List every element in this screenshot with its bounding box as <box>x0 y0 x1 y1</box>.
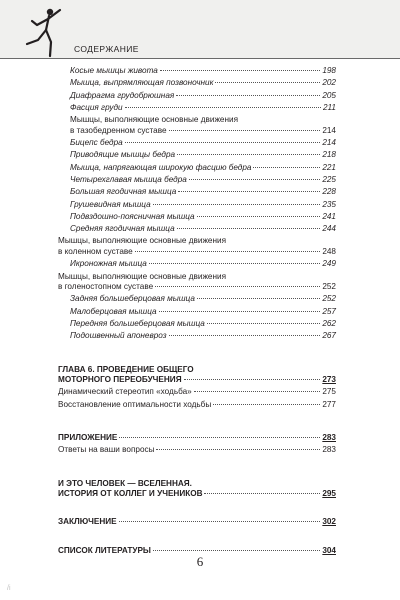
toc-entry[interactable] <box>58 66 336 77</box>
toc-page-number: 228 <box>322 187 336 197</box>
dot-leader <box>169 335 321 336</box>
dot-leader <box>207 323 321 324</box>
toc-page-number: 225 <box>322 174 336 184</box>
toc-entry-title: МОТОРНОГО ПЕРЕОБУЧЕНИЯ <box>58 375 182 384</box>
toc-page-number: 252 <box>322 282 336 291</box>
toc-entry[interactable] <box>58 175 336 186</box>
dot-leader <box>215 82 320 83</box>
toc-entry-title: Четырехглавая мышца бедра <box>70 174 187 184</box>
toc-page-number: 214 <box>322 125 336 135</box>
toc-page-number: 252 <box>322 294 336 304</box>
toc-page-number: 198 <box>322 66 336 75</box>
toc-entry[interactable] <box>58 387 336 398</box>
dot-leader <box>184 379 321 380</box>
toc-entry-title: ПРИЛОЖЕНИЕ <box>58 432 118 442</box>
dot-leader <box>119 437 320 438</box>
toc-entry-title: Приводящие мышцы бедра <box>70 150 176 160</box>
toc-entry[interactable] <box>58 445 336 456</box>
toc-entry-title: Ответы на ваши вопросы <box>58 445 155 455</box>
dot-leader <box>177 228 321 229</box>
toc-page-number: 202 <box>322 78 336 88</box>
toc-entry-title: Задняя большеберцовая мышца <box>70 294 195 304</box>
dot-leader <box>125 107 321 108</box>
toc-entry[interactable] <box>58 400 336 411</box>
dot-leader <box>178 191 320 192</box>
toc-entry[interactable] <box>58 103 336 114</box>
toc-entry-title: Большая ягодичная мышца <box>70 187 177 197</box>
dot-leader <box>159 311 321 312</box>
section-title: СОДЕРЖАНИЕ <box>74 44 139 54</box>
toc-page-number: 218 <box>322 150 336 160</box>
toc-entry-title: в голеностопном суставе <box>58 282 154 291</box>
toc-entry[interactable] <box>58 365 336 386</box>
dot-leader <box>149 263 321 264</box>
page-number: 6 <box>196 554 204 569</box>
toc-entry-title: Малоберцовая мышца <box>70 306 157 316</box>
toc-entry-title: Мышцы, выполняющие основные движения <box>70 115 239 125</box>
dot-leader <box>153 204 321 205</box>
toc-page-number: 235 <box>322 199 336 209</box>
toc-entry[interactable] <box>58 187 336 198</box>
dot-leader <box>213 404 320 405</box>
dot-leader <box>155 286 320 287</box>
toc-page-number: 283 <box>322 445 336 455</box>
toc-page-number: 241 <box>322 211 336 221</box>
toc-page-number: 244 <box>322 224 336 234</box>
dot-leader <box>253 167 320 168</box>
dot-leader <box>119 521 321 522</box>
header-divider <box>0 58 400 59</box>
toc-entry[interactable] <box>58 236 336 257</box>
toc-page-number: 249 <box>322 259 336 269</box>
toc-page-number: 262 <box>322 318 336 328</box>
dot-leader <box>135 251 321 252</box>
toc-entry-title: ЗАКЛЮЧЕНИЕ <box>58 517 117 527</box>
toc-entry-title: в тазобедренном суставе <box>70 125 167 135</box>
toc-entry[interactable] <box>58 479 336 500</box>
toc-entry[interactable] <box>58 319 336 330</box>
toc-page-number: 275 <box>322 387 336 397</box>
toc-entry-title: Средняя ягодичная мышца <box>70 224 175 234</box>
toc-entry-title: СПИСОК ЛИТЕРАТУРЫ <box>58 545 151 555</box>
toc-page-number: 283 <box>322 432 336 442</box>
dot-leader <box>204 493 320 494</box>
toc-entry-title: Икроножная мышца <box>70 259 147 269</box>
page-header <box>0 0 400 66</box>
toc-entry[interactable] <box>58 224 336 235</box>
toc-entry[interactable] <box>58 294 336 305</box>
toc-page-number: 304 <box>322 545 336 555</box>
toc-page-number: 277 <box>322 399 336 409</box>
toc-entry-title: Косые мышцы живота <box>70 66 158 75</box>
toc-page-number: 221 <box>322 162 336 172</box>
dot-leader <box>177 154 320 155</box>
toc-page-number: 214 <box>322 138 336 147</box>
dot-leader <box>197 216 321 217</box>
toc-entry[interactable] <box>58 115 336 136</box>
toc-entry-title: в коленном суставе <box>58 246 133 256</box>
toc-entry[interactable] <box>58 433 336 444</box>
toc-page-number: 257 <box>322 306 336 316</box>
toc-entry[interactable] <box>58 307 336 318</box>
dot-leader <box>153 550 320 551</box>
toc-entry-title: ГЛАВА 6. ПРОВЕДЕНИЕ ОБЩЕГО <box>58 364 194 374</box>
toc-entry[interactable] <box>58 517 336 528</box>
dot-leader <box>169 130 321 131</box>
toc-entry-title: Мышцы, выполняющие основные движения <box>58 271 227 281</box>
toc-entry[interactable] <box>58 91 336 102</box>
toc-entry[interactable] <box>58 212 336 223</box>
dot-leader <box>176 95 320 96</box>
toc-entry[interactable] <box>58 150 336 161</box>
dot-leader <box>189 179 321 180</box>
toc-page-number: 205 <box>322 90 336 100</box>
toc-page-number: 302 <box>322 517 336 527</box>
toc-entry-title: Мышцы, выполняющие основные движения <box>58 236 227 246</box>
toc-entry-title: Мышца, выпрямляющая позвоночник <box>70 78 214 88</box>
dancer-logo-icon <box>20 4 66 60</box>
toc-page-number: 295 <box>322 489 336 498</box>
toc-entry-title: И ЭТО ЧЕЛОВЕК — ВСЕЛЕННАЯ. <box>58 478 192 488</box>
dot-leader <box>156 449 320 450</box>
toc-entry[interactable] <box>58 259 336 270</box>
toc-entry-title: Восстановление оптимальности ходьбы <box>58 399 212 409</box>
toc-entry[interactable] <box>58 138 336 149</box>
dot-leader <box>160 70 320 71</box>
toc-page-number: 267 <box>322 331 336 341</box>
toc-entry[interactable] <box>58 78 336 89</box>
toc-entry-title: Мышца, напрягающая широкую фасцию бедра <box>70 162 252 172</box>
toc-entry[interactable] <box>58 272 336 293</box>
toc-entry-title: Фасция груди <box>70 102 123 112</box>
toc-entry[interactable] <box>58 200 336 211</box>
toc-entry-title: Динамический стереотип «ходьба» <box>58 387 192 397</box>
toc-page-number: 248 <box>322 246 336 256</box>
toc-entry-title: Грушевидная мышца <box>70 199 151 209</box>
dot-leader <box>125 142 321 143</box>
dot-leader <box>194 391 321 392</box>
toc-entry-title: Подошвенный апоневроз <box>70 331 167 341</box>
toc-entry-title: Передняя большеберцовая мышца <box>70 318 205 328</box>
toc-entry[interactable] <box>58 163 336 174</box>
toc-entry[interactable] <box>58 331 336 342</box>
toc-page-number: 273 <box>322 375 336 384</box>
toc-entry-title: Подвздошно-поясничная мышца <box>70 211 195 221</box>
toc-entry-title: Бицепс бедра <box>70 138 123 147</box>
dot-leader <box>197 298 320 299</box>
corner-mark: /i <box>7 585 11 592</box>
toc-entry-title: ИСТОРИЯ ОТ КОЛЛЕГ И УЧЕНИКОВ <box>58 489 203 498</box>
toc-page-number: 211 <box>322 102 336 112</box>
toc-entry-title: Диафрагма грудобрюшная <box>70 90 175 100</box>
